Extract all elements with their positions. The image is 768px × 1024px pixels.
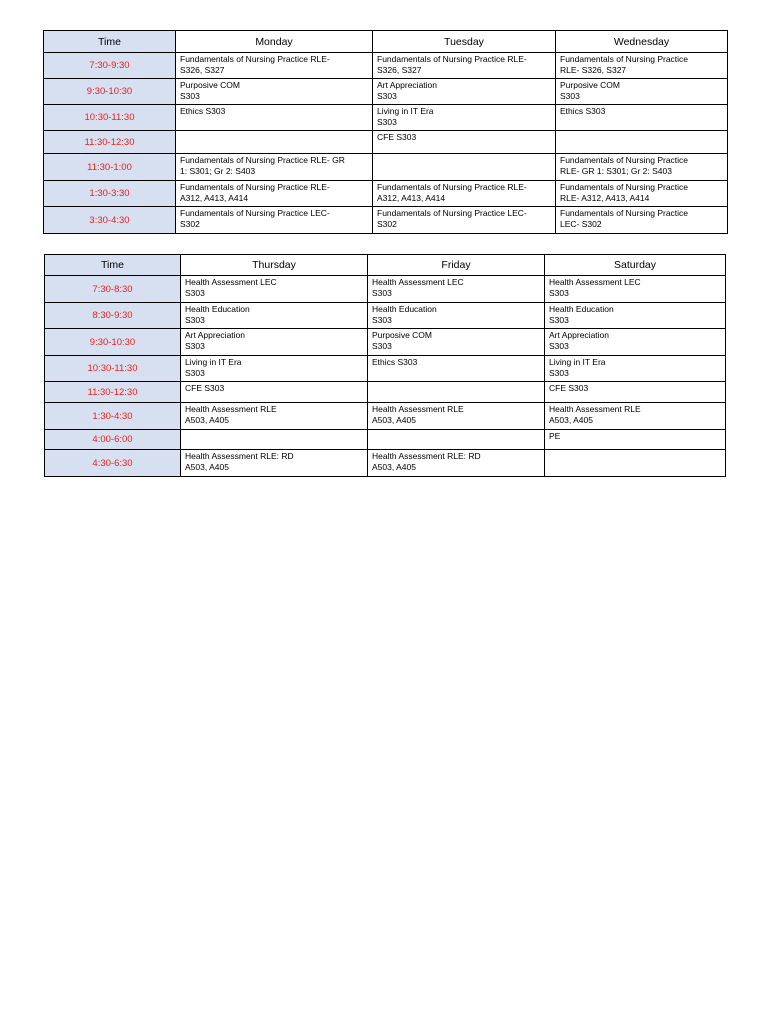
time-slot: 9:30-10:30	[44, 79, 176, 105]
time-slot: 3:30-4:30	[44, 207, 176, 234]
class-cell: Ethics S303	[368, 356, 545, 382]
schedule-table-thu-sat	[44, 254, 726, 477]
day-header-thursday: Thursday	[181, 255, 368, 276]
time-slot: 4:30-6:30	[45, 450, 181, 477]
class-cell: Fundamentals of Nursing Practice LEC- S302	[176, 207, 373, 234]
class-cell: Fundamentals of Nursing Practice LEC- S302	[373, 207, 556, 234]
class-cell: Living in IT Era S303	[373, 105, 556, 131]
table-row	[44, 131, 728, 154]
table-row	[44, 105, 728, 131]
time-slot: 11:30-12:30	[44, 131, 176, 154]
class-cell: Fundamentals of Nursing Practice RLE- A312, A413, A414	[556, 181, 728, 207]
class-cell	[368, 382, 545, 403]
class-cell	[176, 131, 373, 154]
class-cell: Health Assessment LEC S303	[368, 276, 545, 303]
day-header-tuesday: Tuesday	[373, 31, 556, 53]
table-row	[44, 53, 728, 79]
header-row	[44, 31, 728, 53]
class-cell: Health Assessment LEC S303	[181, 276, 368, 303]
class-cell: Art Appreciation S303	[373, 79, 556, 105]
time-slot: 1:30-4:30	[45, 403, 181, 430]
class-cell: Fundamentals of Nursing Practice RLE- S326, S327	[556, 53, 728, 79]
class-cell	[373, 154, 556, 181]
time-slot: 11:30-12:30	[45, 382, 181, 403]
class-cell: Health Education S303	[368, 303, 545, 329]
table-row	[44, 181, 728, 207]
class-cell: Ethics S303	[176, 105, 373, 131]
class-cell: Living in IT Era S303	[181, 356, 368, 382]
day-header-monday: Monday	[176, 31, 373, 53]
class-cell: Health Assessment RLE A503, A405	[545, 403, 726, 430]
class-cell: Art Appreciation S303	[545, 329, 726, 356]
time-slot: 7:30-8:30	[45, 276, 181, 303]
class-cell: Health Assessment RLE A503, A405	[368, 403, 545, 430]
class-cell: Purposive COM S303	[368, 329, 545, 356]
header-row	[45, 255, 726, 276]
class-cell: PE	[545, 430, 726, 450]
class-cell: Fundamentals of Nursing Practice RLE- GR 1: S301; Gr 2: S403	[176, 154, 373, 181]
class-cell: Purposive COM S303	[176, 79, 373, 105]
table-row	[45, 303, 726, 329]
class-cell: Fundamentals of Nursing Practice RLE- S326, S327	[373, 53, 556, 79]
class-cell: Health Assessment RLE: RD A503, A405	[181, 450, 368, 477]
table-row	[45, 382, 726, 403]
day-header-saturday: Saturday	[545, 255, 726, 276]
time-slot: 10:30-11:30	[45, 356, 181, 382]
class-cell	[556, 131, 728, 154]
class-cell: Living in IT Era S303	[545, 356, 726, 382]
time-slot: 9:30-10:30	[45, 329, 181, 356]
table-row	[45, 329, 726, 356]
time-slot: 4:00-6:00	[45, 430, 181, 450]
table-row	[44, 207, 728, 234]
table-row	[45, 356, 726, 382]
class-cell: Purposive COM S303	[556, 79, 728, 105]
class-cell: Fundamentals of Nursing Practice RLE- A312, A413, A414	[176, 181, 373, 207]
table-row	[44, 79, 728, 105]
class-cell: Fundamentals of Nursing Practice LEC- S302	[556, 207, 728, 234]
class-cell: Health Assessment LEC S303	[545, 276, 726, 303]
table-row	[45, 430, 726, 450]
class-cell: Health Assessment RLE: RD A503, A405	[368, 450, 545, 477]
class-cell: Art Appreciation S303	[181, 329, 368, 356]
class-cell: Ethics S303	[556, 105, 728, 131]
class-cell: CFE S303	[373, 131, 556, 154]
class-cell	[181, 430, 368, 450]
table-row	[45, 403, 726, 430]
class-cell: Fundamentals of Nursing Practice RLE- A312, A413, A414	[373, 181, 556, 207]
time-header: Time	[44, 31, 176, 53]
class-cell: CFE S303	[545, 382, 726, 403]
class-cell: Health Education S303	[181, 303, 368, 329]
schedule-table-mon-wed	[43, 30, 728, 234]
time-slot: 7:30-9:30	[44, 53, 176, 79]
table-row	[44, 154, 728, 181]
class-cell	[368, 430, 545, 450]
day-header-wednesday: Wednesday	[556, 31, 728, 53]
class-cell: Health Education S303	[545, 303, 726, 329]
class-cell: CFE S303	[181, 382, 368, 403]
class-cell: Health Assessment RLE A503, A405	[181, 403, 368, 430]
time-slot: 10:30-11:30	[44, 105, 176, 131]
time-slot: 8:30-9:30	[45, 303, 181, 329]
class-cell: Fundamentals of Nursing Practice RLE- GR 1: S301; Gr 2: S403	[556, 154, 728, 181]
table-row	[45, 276, 726, 303]
time-header: Time	[45, 255, 181, 276]
class-cell: Fundamentals of Nursing Practice RLE- S326, S327	[176, 53, 373, 79]
time-slot: 1:30-3:30	[44, 181, 176, 207]
time-slot: 11:30-1:00	[44, 154, 176, 181]
class-cell	[545, 450, 726, 477]
table-row	[45, 450, 726, 477]
day-header-friday: Friday	[368, 255, 545, 276]
